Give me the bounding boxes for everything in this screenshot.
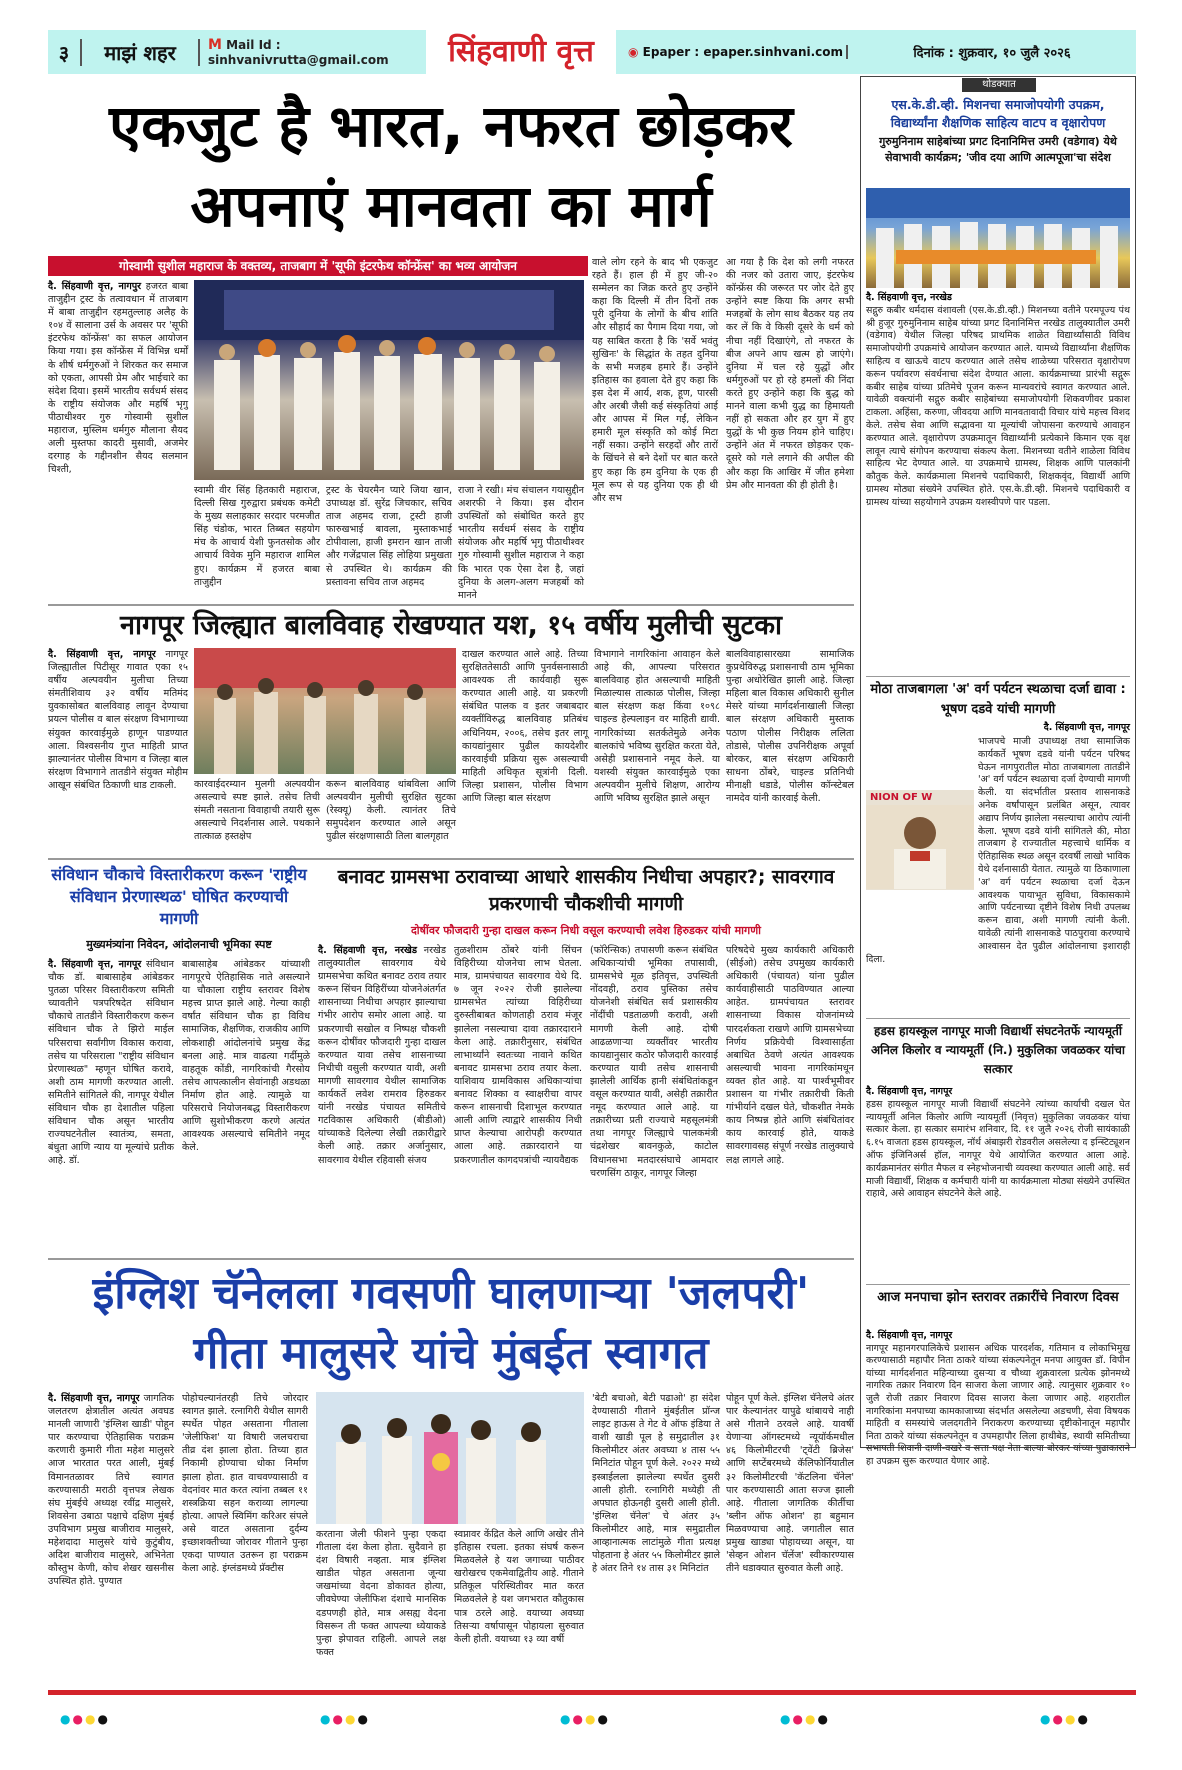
footer-bar [48, 1690, 1136, 1695]
epaper-label: Epaper : [642, 45, 700, 59]
lead-col1 [48, 280, 188, 600]
side-story2-byline [866, 722, 1130, 734]
registration-marks: ●●●● [560, 1712, 610, 1726]
constitution-subhead: मुख्यमंत्र्यांना निवेदन, आंदोलनाची भूमिका स्पष्ट [86, 938, 272, 951]
side-story2-banner: NION OF W [870, 792, 933, 803]
jp-col1-text: जागतिक जलतरण क्षेत्रातील अत्यंत अवघड मानली जाणारी 'इंग्लिश खाडी' पोहून पार करण्याचा ऐतिहासिक पराक्रम करणारी कुमारी गीता महेश मालुसरे आज भारतात परत आली, मुंबई विमानतळावर तिचे स्वागत करण्यासाठी मराठी वृत्तपत्र लेखक संघ मुंबईचे अध्यक्ष रवींद्र मालुसरे, शिवसेना उबाठा पक्षाचे दक्षिण मुंबई उपविभाग प्रमुख बाजीराव मालुसरे, महेशदादा मालुसरे यांचे कुटुंबीय, अदिश बाजीराव मालुसरे, अभिनेता कौस्तुभ केणी, कोच शेखर खसनीस उपस्थित होते. पुण्यात [48, 1393, 174, 1588]
lead-headline-line2: अपनाएं मानवता का मार्ग [190, 172, 712, 240]
jp-col2: पोहोचल्यानंतरही तिचे जोरदार स्वागत झाले. रत्नागिरी येथील सागरी स्पर्धेत पोहत असताना गीताला 'जेलीफिश' या विषारी जलचराचा तीव्र दंश झाला होता. तिच्या हात निकामी होण्याचा धोका निर्माण झाला होता. हात वाचवण्यासाठी व वेदनांवर मात करत त्यांना तब्बल ११ शस्त्रक्रिया सहन कराव्या लागल्या होत्या. आपले स्विमिंग करिअर संपले असे वाटत असताना दुर्दम्य इच्छाशक्तीच्या जोरावर गीताने पुन्हा एकदा पाण्यात उतरून हा पराक्रम केला आहे. इंग्लंडमध्ये प्रॅक्टीस [182, 1393, 308, 1575]
side-story2-headline: मोठा ताजबागला 'अ' वर्ग पर्यटन स्थळाचा दर्जा द्यावा : भूषण दडवे यांची मागणी [870, 682, 1126, 717]
lead-col-b: ट्रस्ट के चेयरमैन प्यारे जिया खान, उपाध्यक्ष डॉ. सुरेंद्र जिचकार, सचिव ताज अहमद राजा, ट्रस्टी हाजी फारुखभाई बावला, मुस्ताकभाई टोपीवाला, हाजी इमरान खान ताजी और गजेंद्रपाल सिंह लोहिया प्रमुखता से उपस्थित थे। कार्यक्रम की प्रस्तावना सचिव ताज अहमद [326, 485, 452, 588]
photo-spacer [866, 788, 978, 944]
registration-marks-right: ●●●● [1040, 1712, 1090, 1726]
lead-col1-text: हजरत बाबा ताजुद्दीन ट्रस्ट के तत्वावधान में ताजबाग में बाबा ताजुद्दीन रहमतुल्लाह अलैह के १०४ वें सालाना उर्स के अवसर पर 'सूफी इंटरफेथ कॉन्फ्रेंस' का सफल आयोजन किया गया। इस कॉन्फ्रेंस में विभिन्न धर्मों के शीर्ष धर्मगुरुओं ने शिरकत कर समाज को एकता, आपसी प्रेम और भाईचारे का संदेश दिया। इसमें भारतीय सर्वधर्म संसद के राष्ट्रीय संयोजक और महर्षि भृगु पीठाधीश्वर गुरु गोस्वामी सुशील महाराज, मुस्लिम धर्मगुरु मौलाना सैयद अली मुस्तफा कादरी मुसावी, अजमेर दरगाह के गद्दीनशीन सैयद सलमान चिश्ती, [48, 281, 188, 476]
side-story3-byline: दै. सिंहवाणी वृत्त, नागपूर [866, 1086, 953, 1097]
students-photo-graphic [866, 188, 1130, 288]
cm-col3: दाखल करण्यात आले आहे. तिच्या सुरक्षिततेसाठी आणि पुनर्वसनासाठी आवश्यक ती कार्यवाही सुरू करण्यात आली आहे. या प्रकरणी संबंधित पालक व इतर जबाबदार व्यक्तींविरुद्ध बालविवाह प्रतिबंध अधिनियम, २००६, तसेच इतर लागू कायद्यांनुसार पुढील कायदेशीर कारवाईची प्रक्रिया सुरू असल्याची माहिती अधिकृत सूत्रांनी दिली. जिल्हा प्रशासन, पोलीस विभाग आणि जिल्हा बाल संरक्षण [462, 649, 588, 805]
side-story4-byline: दै. सिंहवाणी वृत्त, नागपूर [866, 1330, 953, 1341]
globe-icon: ◉ [628, 45, 639, 59]
jp-byline: दै. सिंहवाणी वृत्त, नागपूर [48, 1393, 140, 1404]
jalpari-headline-line1: इंग्लिश चॅनेलला गवसणी घालणाऱ्या 'जलपरी' [92, 1268, 810, 1319]
gramsabha-subhead: दोषींवर फौजदारी गुन्हा दाखल करून निधी वसूल करण्याची लवेश हिरुडकर यांची मागणी [410, 924, 762, 937]
side-story3-text: हडस हायस्कूल नागपूर माजी विद्यार्थी संघटनेने त्यांच्या कार्याची दखल घेत न्यायमूर्ती अनिल किलोर आणि न्यायमूर्ती (निवृत्त) मुकुलिका जवळकर यांचा सत्कार केला. हा सत्कार समारंभ शनिवार, दि. ११ जुलै २०२६ रोजी सायंकाळी ६.१५ वाजता हडस हायस्कूल, नॉर्थ अंबाझरी रोडवरील असलेल्या द इन्स्टिट्यूशन ऑफ इंजिनिअर्स हॉल, नागपूर येथे आयोजित करण्यात आला आहे. कार्यक्रमानंतर संगीत मैफल व स्नेहभोजनाची व्यवस्था करण्यात आली आहे. सर्व माजी विद्यार्थी, शिक्षक व कर्मचारी यांनी या कार्यक्रमाला मोठ्या संख्येने उपस्थित राहावे, असे आवाहन संघटनेने केले आहे. [866, 1098, 1130, 1200]
jp-col1 [48, 1392, 174, 1684]
child-marriage-photo [194, 648, 456, 774]
side-story4-headline: आज मनपाचा झोन स्तरावर तक्रारींचे निवारण दिवस [877, 1290, 1119, 1305]
cm-col1-text: नागपूर जिल्ह्यातील पिटीसूर गावात एका १५ वर्षीय अल्पवयीन मुलीचा तिच्या संमतीशिवाय ३२ वर्षीय मतिमंद युवकासोबत बालविवाह लावून देण्याचा प्रयत्न पोलीस व बाल संरक्षण विभागाच्या संयुक्त कारवाईमुळे हाणून पाडण्यात आला. विश्वसनीय गुप्त माहिती प्राप्त झाल्यानंतर पोलीस विभाग व जिल्हा बाल संरक्षण विभागाने तातडीने संयुक्त मोहीम आखून संबंधित ठिकाणी धाड टाकली. [48, 649, 188, 791]
lead-subhead: गोस्वामी सुशील महाराज के वक्तव्य, ताजबाग में 'सूफी इंटरफेथ कॉन्फ्रेंस' का भव्य आयोजन [48, 256, 588, 276]
cm-col5: बालविवाहासारख्या सामाजिक कुप्रथेविरुद्ध प्रशासनाची ठाम भूमिका पुन्हा अधोरेखित झाली आहे. जिल्हा महिला बाल विकास अधिकारी सुनील मेसरे यांच्या मार्गदर्शनाखाली जिल्हा बाल संरक्षण अधिकारी मुस्ताक पठाण पोलीस निरीक्षक ललिता तोडासे, पोलीस उपनिरीक्षक अपूर्वा बोरकर, बाल संरक्षण अधिकारी साधना ठोंबरे, चाइल्ड प्रतिनिधी मीनाक्षी धडाडे, पोलीस कॉन्स्टेबल नामदेव यांनी कारवाई केली. [726, 649, 854, 805]
lead-photo [194, 280, 584, 480]
lead-col-c: राजा ने रखी। मंच संचालन गयासुद्दीन अशरफी ने किया। इस दौरान उपस्थितों को संबोधित करते हुए भारतीय सर्वधर्म संसद के राष्ट्रीय संयोजक और महर्षि भृगु पीठाधीश्वर गुरु गोस्वामी सुशील महाराज ने कहा कि भारत एक ऐसा देश है, जहां दुनिया के अलग-अलग मजहबों को मानने [458, 485, 584, 601]
cm-col4: विभागाने नागरिकांना आवाहन केले आहे की, आपल्या परिसरात बालविवाह होत असल्याची माहिती मिळाल्यास तात्काळ पोलीस, जिल्हा बाल संरक्षण कक्ष किंवा १०९८ चाइल्ड हेल्पलाइन वर माहिती द्यावी. नागरिकांच्या सतर्कतेमुळे अनेक बालकांचे भविष्य सुरक्षित करता येते, असेही प्रशासनाने नमूद केले. या यशस्वी संयुक्त कारवाईमुळे एका अल्पवयीन मुलीचे शिक्षण, आरोग्य आणि भविष्य सुरक्षित झाले असून [594, 649, 720, 805]
side-story3-headline: हडस हायस्कूल नागपूर माजी विद्यार्थी संघटनेतर्फे न्यायमूर्ती अनिल किलोर व न्यायमूर्ती (नि.) मुकुलिका जवळकर यांचा सत्कार [870, 1024, 1126, 1076]
cm-col1 [48, 648, 188, 854]
side-story2-byline-text: दै. सिंहवाणी वृत्त, नागपूर [1043, 722, 1130, 733]
divider [866, 1284, 1130, 1285]
const-col2: बाबासाहेब आंबेडकर यांच्याशी नागपूरचे ऐतिहासिक नाते असल्याने या चौकाला राष्ट्रीय स्तरावर विशेष महत्त्व प्राप्त झाले आहे. गेल्या काही वर्षांत संविधान चौक हा विविध सामाजिक, शैक्षणिक, राजकीय आणि लोकशाही आंदोलनांचे प्रमुख केंद्र बनला आहे. मात्र वाढत्या गर्दीमुळे वाहतूक कोंडी, नागरिकांची गैरसोय तसेच आपत्कालीन सेवांनाही अडथळा निर्माण होत आहे. त्यामुळे या परिसराचे नियोजनबद्ध विस्तारीकरण आणि सुशोभीकरण करणे अत्यंत आवश्यक असल्याचे समितीने नमूद केले. [182, 959, 310, 1154]
cm-col-b: करून बालविवाह थांबविला आणि अल्पवयीन मुलीची सुरक्षित सुटका (रेस्क्यू) केली. त्यानंतर तिचे समुपदेशन करण्यात आले असून पुढील संरक्षणासाठी तिला बालगृहात [326, 779, 456, 843]
side-story3-body [866, 1086, 1130, 1280]
jalpari-headline-line2: गीता मालुसरे यांचे मुंबईत स्वागत [193, 1328, 709, 1379]
registration-marks: ●●●● [320, 1712, 370, 1726]
divider [48, 604, 854, 606]
gs-byline: दै. सिंहवाणी वृत्त, नरखेड [318, 945, 417, 956]
side-story1-subhead: गुरुमुनिनाम साहेबांच्या प्रगट दिनानिमित्त उमरी (वडेगाव) येथे सेवाभावी कार्यक्रम; 'जीव दया आणि आत्मपूजा'चा संदेश [879, 135, 1117, 164]
side-story1-photo [866, 188, 1130, 288]
epaper-link[interactable]: epaper.sinhvani.com [703, 45, 844, 59]
lead-byline: दै. सिंहवाणी वृत्त, नागपुर [48, 281, 142, 292]
registration-marks-left: ●●●● [60, 1712, 110, 1726]
side-story1-text: सद्गुरु कबीर धर्मदास वंशावली (एस.के.डी.व्ही.) मिशनच्या वतीने परमपूज्य पंथ श्री हुजूर गुरुमुनिनाम साहेब यांच्या प्रगट दिनानिमित्त नरखेड तालुक्यातील उमरी (वडेगाव) येथील जिल्हा परिषद प्राथमिक शाळेत विद्यार्थ्यांसाठी विविध समाजोपयोगी उपक्रमांचे आयोजन करण्यात आले. यामध्ये विद्यार्थ्यांना शैक्षणिक साहित्य व खाऊचे वाटप करण्यात आले तसेच शाळेच्या परिसरात वृक्षारोपण करून पर्यावरण संवर्धनाचा संदेश देण्यात आला. कार्यक्रमाच्या प्रारंभी सद्गुरू कबीर साहेब यांच्या प्रतिमेचे पूजन करून मान्यवरांचे स्वागत करण्यात आले. यावेळी वक्त्यांनी सद्गुरु कबीर साहेबांच्या समाजोपयोगी शिकवणीवर प्रकाश टाकला. अहिंसा, करुणा, जीवदया आणि मानवतावादी विचार यांचे महत्त्व विशद केले. तसेच सेवा आणि सद्भावना या मूल्यांची जोपासना करण्याचे आवाहन करण्यात आले. वृक्षारोपण उपक्रमातून विद्यार्थ्यांनी प्रत्येकाने किमान एक वृक्ष लावून त्याचे संगोपन करण्याचा संकल्प केला. मिशनच्या वतीने शाळेला विविध साहित्य भेट देण्यात आले. या उपक्रमाचे ग्रामस्थ, शिक्षक आणि पालकांनी कौतुक केले. कार्यक्रमाला मिशनचे पदाधिकारी, शिक्षकवृंद, विद्यार्थी आणि ग्रामस्थ मोठ्या संख्येने उपस्थित होते. एस.के.डी.व्ही. मिशनचे पदाधिकारी व ग्रामस्थ यांच्या सहयोगाने उपक्रम यशस्वीपणे पार पडला. [866, 304, 1130, 508]
jalpari-photo [316, 1392, 584, 1524]
mail-icon: M [208, 37, 222, 53]
lead-headline [48, 86, 854, 246]
jp-col4: स्वप्नावर केंद्रित केले आणि अखेर तीने इतिहास रचला. इतका संघर्ष करून मिळवलेले हे यश जगाच्या पाठीवर खरोखरच एकमेवाद्वितीय आहे. गीताने प्रतिकूल परिस्थितीवर मात करत मिळवलेले हे यश जगभरात कौतुकास पात्र ठरले आहे. वयाच्या अवघ्या तिसऱ्या वर्षापासून पोहायला सुरुवात केली होती. वयाच्या १३ व्या वर्षी [454, 1529, 584, 1645]
registration-marks: ●●●● [780, 1712, 830, 1726]
side-story1-byline: दै. सिंहवाणी वृत्त, नरखेड [866, 292, 952, 303]
lead-col-a: स्वामी वीर सिंह हितकारी महाराज, दिल्ली सिख गुरुद्वारा प्रबंधक कमेटी के मुख्य सलाहकार सरदार परमजीत सिंह चंडोक, भारत तिब्बत सहयोग मंच के आचार्य येशी फुनतसोक और आचार्य विवेक मुनि महाराज शामिल हुए। कार्यक्रम में हजरत बाबा ताजुद्दीन [194, 485, 320, 588]
section-name: माझं शहर [82, 39, 200, 66]
masthead-logo: सिंहवाणी वृत्त [426, 30, 616, 74]
jp-col3: करताना जेली फीशने पुन्हा एकदा गीताला दंश केला होता. सुदैवाने हा दंश विषारी नव्हता. मात्र इंग्लिश खाडीत पोहत असताना जून्या जखमांच्या वेदना डोकावत होत्या, जीवघेण्या जेलीफिश दंशाचे मानसिक दडपणही होते, मात्र असह्य वेदना विसरून ती फक्त आपल्या ध्येयाकडे पुन्हा झेपावत राहिली. आपले लक्ष फक्त [316, 1529, 446, 1658]
jp-col5: 'बेटी बचाओ, बेटी पढाओ' हा संदेश देण्यासाठी गीताने मुंबईतील प्रॉन्ज लाइट हाऊस ते गेट वे ऑफ इंडिया ते वाशी खाडी पूल हे समुद्रातील ३१ किलोमीटर अंतर अवघ्या ४ तास ५५ मिनिटांत पोहून पूर्ण केले. २०२२ मध्ये इस्त्राईलला झालेल्या स्पर्धेत दुसरी आली होती. रत्नागिरी मध्येही ती अपघात होऊनही दुसरी आली होती. 'इंग्लिश चॅनेल' चे अंतर ३५ किलोमीटर आहे, मात्र समुद्रातील आव्हानात्मक लाटांमुळे गीता प्रत्यक्ष पोहताना हे अंतर ५५ किलोमीटर झाले हे अंतर तिने १४ तास ३१ मिनिटांत [592, 1393, 720, 1575]
gs-col1-text: नरखेड तालुक्यातील सावरगाव येथे ग्रामसभेचा कथित बनावट ठराव तयार करून सिंचन विहिरींच्या योजनेअंतर्गत शासनाच्या निधीचा अपहार झाल्याचा गंभीर आरोप समोर आला आहे. या प्रकरणाची सखोल व निष्पक्ष चौकशी करून दोषींवर फौजदारी गुन्हा दाखल करण्यात यावा तसेच शासनाच्या निधीची वसुली करण्यात यावी, अशी मागणी सावरगाव येथील सामाजिक कार्यकर्ते लवेश रामराव हिरुडकर यांनी नरखेड पंचायत समितीचे गटविकास अधिकारी (बीडीओ) यांच्याकडे दिलेल्या लेखी तक्रारीद्वारे केली आहे. तक्रार अर्जानुसार, सावरगाव येथील रहिवासी संजय [318, 945, 446, 1166]
epaper-info [616, 45, 848, 59]
mail-label: Mail Id : [226, 38, 281, 52]
divider [48, 858, 854, 860]
lead-headline-line1: एकजुट है भारत, नफरत छोड़कर [109, 92, 793, 160]
gramsabha-headline: बनावट ग्रामसभा ठरावाच्या आधारे शासकीय निधीचा अपहार?; सावरगाव प्रकरणाची चौकशीची मागणी [337, 866, 835, 915]
child-marriage-headline: नागपूर जिल्ह्यात बालविवाह रोखण्यात यश, १५ वर्षीय मुलीची सुटका [120, 610, 782, 641]
divider [866, 676, 1130, 677]
side-story4-text: नागपूर महानगरपालिकेचे प्रशासन अधिक पारदर्शक, गतिमान व लोकाभिमुख करण्यासाठी महापौर निता ठाकरे यांच्या संकल्पनेतून मनपा आयुक्त डॉ. विपीन यांच्या मार्गदर्शनात महिन्याच्या दुसऱ्या व चौथ्या शुक्रवारला प्रत्येक झोनमध्ये नागरिक तक्रार निवारण दिन साजरा केला जाणार आहे. त्यानुसार शुक्रवार १० जुलै रोजी तक्रार निवारण दिवस साजरा केला जाणार आहे. शहरातील नागरिकांना मनपाच्या कामकाजाच्या संदर्भात असलेल्या अडचणी, सेवा विषयक माहिती व समस्यांचे जलदगतीने निराकरण करण्याच्या दृष्टीकोनातून महापौर निता ठाकरे यांच्या संकल्पनेतून व उपमहापौर लिला हाथीबेड, स्थायी समितीच्या सभापती शिवानी दाणी-वखरे व सत्ता पक्ष नेता बाल्या बोरकर यांच्या पुढाकाराने हा उपक्रम सुरू करण्यात येणार आहे. [866, 1342, 1130, 1467]
constitution-headline: संविधान चौकाचे विस्तारीकरण करून 'राष्ट्रीय संविधान प्रेरणास्थळ' घोषित करण्याची मागणी [51, 865, 307, 928]
divider [48, 1258, 854, 1260]
const-byline: दै. सिंहवाणी वृत्त, नागपूर [48, 959, 142, 970]
jp-col6: पोहून पूर्ण केले. इंग्लिश चॅनेलचे अंतर पार केल्यानंतर यापुढे थांबायचे नाही असे गीताने ठरवले आहे. यावर्षी येणाऱ्या ऑगस्टमध्ये न्यूयॉर्कमधील ४६ किलोमीटरची 'ट्वेंटी ब्रिजेस' आणि सप्टेंबरमध्ये कॅलिफोर्नियातील ३२ किलोमीटरची 'कॅटलिना चॅनेल' पार करण्यासाठी आता सज्ज झाली आहे. गीताला जागतिक कीर्तीचा 'ब्लीन ऑफ ओशन' हा बहुमान मिळवण्याचा आहे. जगातील सात प्रमुख खाड्या पोहायच्या असून, या 'सेव्हन ओशन चॅलेंज' स्वीकारण्यास तीने धडाक्यात सुरुवात केली आहे. [726, 1393, 854, 1575]
gs-col2: तुळशीराम ठोंबरे यांनी सिंचन विहिरीच्या योजनेचा लाभ घेतला. मात्र, ग्रामपंचायत सावरगाव येथे दि. ७ जून २०२२ रोजी झालेल्या ग्रामसभेत त्यांच्या विहिरीच्या दुरुस्तीबाबत कोणताही ठराव मंजूर झालेला नसल्याचा दावा तक्रारदाराने केला आहे. तक्रारीनुसार, संबंधित लाभार्थ्यांने स्वतःच्या नावाने कथित बनावट ग्रामसभा ठराव तयार केला. याशिवाय ग्रामविकास अधिकाऱ्यांचा बनावट शिक्का व स्वाक्षरीचा वापर करून शासनाची दिशाभूल करण्यात आली आणि त्याद्वारे शासकीय निधी प्राप्त केल्याचा आरोपही करण्यात आला आहे. तक्रारदाराने या प्रकरणातील कागदपत्रांची न्यायवैद्यक [454, 945, 582, 1166]
const-col1-text: संविधान चौक डॉ. बाबासाहेब आंबेडकर पुतळा परिसर विस्तारीकरण समिती च्यावतीने पत्रपरिषदेत संविधान चौकाचे तातडीने विस्तारीकरण करून संविधान चौक ते झिरो माईल परिसराचा सर्वांगीण विकास करावा, तसेच या परिसराला "राष्ट्रीय संविधान प्रेरणास्थळ" म्हणून घोषित करावे, अशी ठाम मागणी करण्यात आली. समितीने सांगितले की, नागपूर येथील संविधान चौक हा देशातील पहिला संविधान चौक असून भारतीय राज्यघटनेतील स्वातंत्र्य, समता, बंधुता आणि न्याय या मूल्यांचे प्रतीक आहे. डॉ. [48, 959, 174, 1167]
lead-col4: आ गया है कि देश को लगी नफरत की नजर को उतारा जाए, इंटरफेथ कॉन्फ्रेंस की जरूरत पर जोर देते हुए उन्होंने स्पष्ट किया कि अगर सभी मजहबों के लोग साथ बैठकर यह तय कर लें कि वे किसी दूसरे के धर्म को नीचा नहीं दिखाएंगे, तो नफरत के बीज अपने आप खत्म हो जाएंगे। दुनिया में चल रहे युद्धों और धर्मगुरुओं पर हो रहे हमलों की निंदा करते हुए उन्होंने कहा कि बुद्ध को मानने वाला कभी युद्ध का हिमायती नहीं हो सकता और हर युग में हुए युद्धों के भी कुछ नियम होने चाहिए। उन्होंने अंत में नफरत छोड़कर एक-दूसरे को गले लगाने की अपील की और कहा कि आखिर में जीत हमेशा प्रेम और मानवता की ही होती है। [726, 257, 854, 491]
divider [866, 1018, 1130, 1019]
gs-col4: परिषदेचे मुख्य कार्यकारी अधिकारी (सीईओ) तसेच उपमुख्य कार्यकारी अधिकारी (पंचायत) यांना पुढील कार्यवाहीसाठी पाठविण्यात आल्या आहेत. ग्रामपंचायत स्तरावर शासनाच्या विकास योजनांमध्ये पारदर्शकता राखणे आणि ग्रामसभेच्या निर्णय प्रक्रियेची विश्वासार्हता अबाधित ठेवणे अत्यंत आवश्यक असल्याची भावना नागरिकांमधून व्यक्त होत आहे. या पार्श्वभूमीवर प्रशासन या गंभीर तक्रारीची किती गांभीर्याने दखल घेते, चौकशीत नेमके काय निष्पन्न होते आणि संबंधितांवर काय कारवाई होते, याकडे सावरगावसह संपूर्ण नरखेड तालुक्याचे लक्ष लागले आहे. [726, 945, 854, 1166]
page-header [48, 30, 1136, 74]
sidebar-tab: थोडक्यात [962, 78, 1036, 92]
cm-col-a: कारवाईदरम्यान मुलगी अल्पवयीन असल्याचे स्पष्ट झाले. तसेच तिची संमती नसताना विवाहाची तयारी सुरू असल्याचे निदर्शनास आले. पथकाने तात्काळ हस्तक्षेप [194, 779, 320, 843]
mail-info [200, 37, 426, 67]
cm-byline: दै. सिंहवाणी वृत्त, नागपूर [48, 649, 156, 660]
const-col1 [48, 958, 174, 1254]
mail-address[interactable]: sinhvanivrutta@gmail.com [208, 53, 389, 67]
issue-date: दिनांक : शुक्रवार, १० जुलै २०२६ [913, 46, 1071, 61]
side-story2-body [866, 736, 1130, 1014]
side-story1-headline: एस.के.डी.व्ही. मिशनचा समाजोपयोगी उपक्रम, विद्यार्थ्यांना शैक्षणिक साहित्य वाटप व वृक्षारोपण [890, 97, 1106, 130]
welcome-photo-graphic [316, 1392, 584, 1524]
gs-col3: (फॉरेन्सिक) तपासणी करून संबंधित अधिकाऱ्यांची भूमिका तपासावी, ग्रामसभेचे मूळ इतिवृत्त, उपस्थिती नोंदवही, ठराव पुस्तिका तसेच योजनेशी संबंधित सर्व प्रशासकीय नोंदींची पडताळणी करावी, अशी मागणी केली आहे. दोषी आढळणाऱ्या व्यक्तींवर भारतीय कायद्यानुसार कठोर फौजदारी कारवाई करण्यात यावी तसेच शासनाची झालेली आर्थिक हानी संबंधितांकडून वसूल करण्यात यावी, असेही तक्रारीत नमूद करण्यात आले आहे. या तक्रारीच्या प्रती राज्याचे महसूलमंत्री तथा नागपूर जिल्ह्याचे पालकमंत्री चंद्रशेखर बावनकुळे, काटोल विधानसभा मतदारसंघाचे आमदार चरणसिंग ठाकूर, नागपूर जिल्हा [590, 945, 718, 1179]
jalpari-headline [48, 1264, 854, 1384]
rescue-photo-graphic [194, 648, 456, 774]
conference-photo-graphic [194, 280, 584, 480]
gs-col1 [318, 944, 446, 1254]
page-number: ३ [48, 39, 82, 66]
side-story2-text: भाजपचे माजी उपाध्यक्ष तथा सामाजिक कार्यकर्ते भूषण दडवे यांनी पर्यटन परिषद घेऊन नागपुरातील मोठा ताजबागला तातडीने 'अ' वर्ग पर्यटन स्थळाचा दर्जा देण्याची मागणी केली. या संदर्भातील प्रस्ताव शासनाकडे अनेक वर्षांपासून प्रलंबित असून, त्यावर अद्याप निर्णय झालेला नसल्याचा आरोप त्यांनी केला. भूषण दडवे यांनी सांगितले की, मोठा ताजबाग हे राज्यातील महत्त्वाचे धार्मिक व ऐतिहासिक स्थळ असून दरवर्षी लाखो भाविक येथे दर्शनासाठी येतात. त्यामुळे या ठिकाणाला 'अ' वर्ग पर्यटन स्थळाचा दर्जा देऊन आवश्यक पायाभूत सुविधा, विकासकामे आणि पर्यटनाच्या दृष्टीने विशेष निधी उपलब्ध करून द्यावा, अशी मागणी त्यांनी केली. यावेळी त्यांनी शासनाकडे पाठपुरावा करण्याचे आश्वासन देत पुढील आंदोलनाचा इशाराही दिला. [866, 736, 1130, 965]
side-story4-body [866, 1330, 1130, 1467]
lead-col3: वाले लोग रहने के बाद भी एकजुट रहते हैं। हाल ही में हुए जी-२० सम्मेलन का जिक्र करते हुए उन्होंने कहा कि दिल्ली में तीन दिनों तक पूरी दुनिया के लोगों के बीच शांति और सौहार्द का पैगाम दिया गया, जो यह साबित करता है कि 'सर्वे भवंतु सुखिनः' के सिद्धांत के तहत दुनिया के सभी मजहब हमारे हैं। उन्होंने इतिहास का हवाला देते हुए कहा कि इस देश में आर्य, शक, हूण, पारसी और अरबी जैसी कई संस्कृतियां आई और आपस में मिल गईं, लेकिन हमारी मूल संस्कृति को कोई मिटा नहीं सका। उन्होंने सरहदों और तारों के खिंचने से बने देशों पर बात करते हुए कहा कि हम दुनिया के एक ही मूल रूप से यह दुनिया एक ही थी और सभ [592, 257, 718, 504]
side-story1-body [866, 292, 1130, 672]
